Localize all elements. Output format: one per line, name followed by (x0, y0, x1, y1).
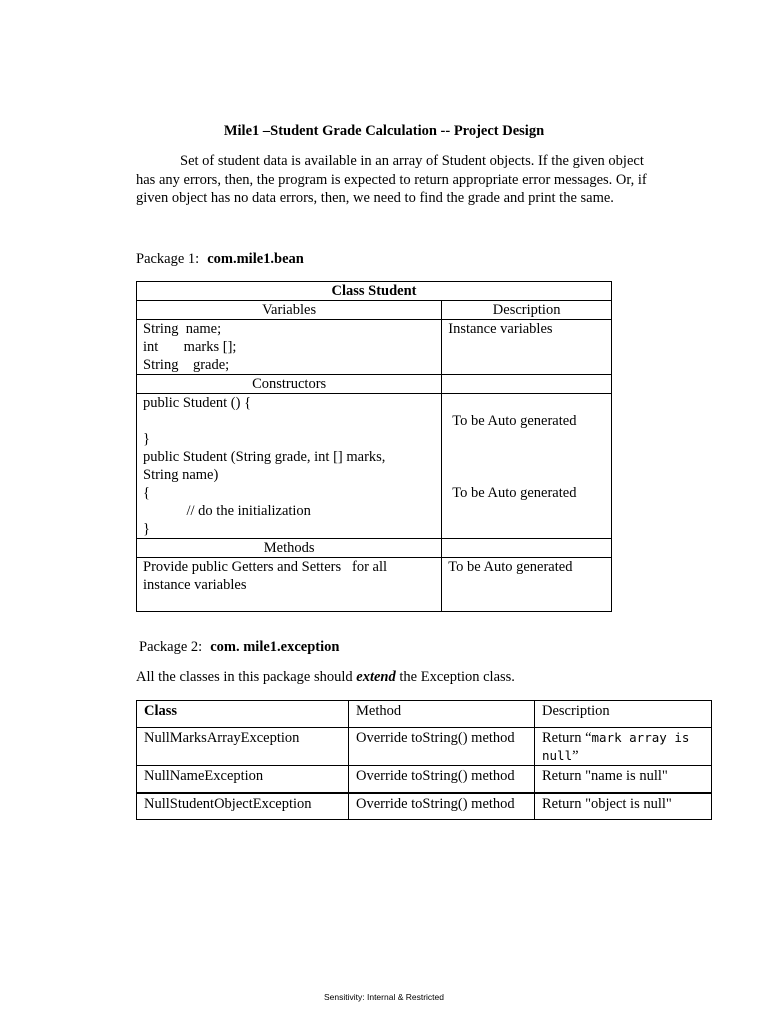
variables-cell (137, 320, 442, 375)
extend-instruction: All the classes in this package should extend the Exception class. (136, 669, 515, 685)
row-method: Override toString() method (349, 766, 535, 793)
package-2-name: com. mile1.exception (210, 639, 340, 655)
page-title: Mile1 –Student Grade Calculation -- Project Design (223, 123, 545, 139)
methods-desc: To be Auto generated (442, 558, 612, 612)
constructor-line: { (143, 485, 150, 501)
student-class-table (136, 281, 612, 612)
method-line: Provide public Getters and Setters for all (143, 559, 388, 575)
constructor-line: } (143, 431, 150, 447)
package-1-name: com.mile1.bean (207, 251, 304, 267)
constructor-line: // do the initialization (143, 503, 311, 519)
methods-header: Methods (137, 539, 442, 558)
methods-header-empty (442, 539, 612, 558)
row-description: Return "name is null" (535, 766, 712, 793)
constructor-desc-1: To be Auto generated (452, 413, 577, 429)
constructors-cell (137, 394, 442, 539)
row-method: Override toString() method (349, 793, 535, 820)
extend-keyword: extend (356, 669, 396, 685)
variables-desc: Instance variables (442, 320, 612, 375)
constructors-header-empty (442, 375, 612, 394)
variables-header: Variables (137, 301, 442, 320)
intro-paragraph: Set of student data is available in an array of Student objects. If the given object has any errors, then, the program is expected to return appropriate error messages. Or, if given object has no data errors, then, we need to find the grade and print the same. (136, 153, 647, 206)
header-description: Description (535, 701, 712, 728)
package-2-label: Package 2: (139, 639, 203, 655)
constructor-line: String name) (143, 467, 219, 483)
description-header: Description (442, 301, 612, 320)
package-2-heading (139, 639, 339, 656)
row-method: Override toString() method (349, 728, 535, 766)
constructor-blank-line (143, 412, 441, 430)
method-line: instance variables (143, 577, 247, 593)
constructor-line: public Student (String grade, int [] marks, (143, 449, 386, 465)
variable-line: String name; (143, 321, 222, 337)
header-class: Class (137, 701, 349, 728)
footer-sensitivity: Sensitivity: Internal & Restricted (324, 992, 444, 1002)
constructor-line: } (143, 521, 150, 537)
variable-line: String grade; (143, 357, 230, 373)
row-class: NullNameException (137, 766, 349, 793)
constructors-desc-cell (442, 394, 612, 539)
row-description: Return "object is null" (535, 793, 712, 820)
table-row (137, 793, 712, 820)
package-1-heading (136, 251, 304, 268)
table-row (137, 766, 712, 793)
constructors-header: Constructors (137, 375, 442, 394)
constructor-desc-2: To be Auto generated (452, 485, 577, 501)
table-row (137, 728, 712, 766)
row-class: NullMarksArrayException (137, 728, 349, 766)
package-1-label: Package 1: (136, 251, 200, 267)
row-class: NullStudentObjectException (137, 793, 349, 820)
variable-line: int marks []; (143, 339, 237, 355)
student-table-title: Class Student (137, 282, 612, 301)
exception-table (136, 700, 712, 820)
header-method: Method (349, 701, 535, 728)
row-description: Return “mark array is null” (535, 728, 712, 766)
constructor-line: public Student () { (143, 395, 252, 411)
methods-cell (137, 558, 442, 612)
